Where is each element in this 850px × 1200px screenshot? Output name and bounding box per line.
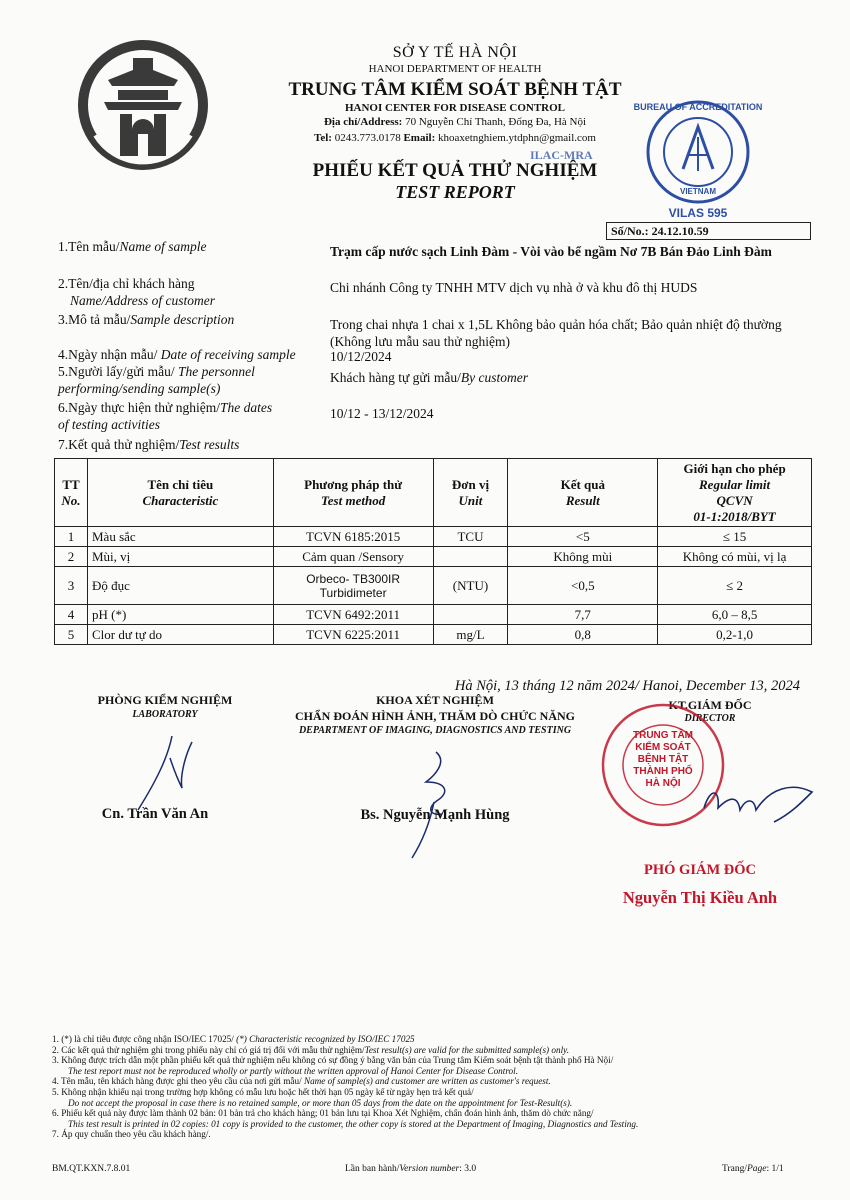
dept-title-vn2: CHẨN ĐOÁN HÌNH ẢNH, THĂM DÒ CHỨC NĂNG	[295, 709, 575, 723]
contact-line: Tel: 0243.773.0178 Email: khoaxetnghiem.ytdphn@gmail.com	[314, 132, 596, 144]
cell-method: TCVN 6225:2011	[273, 625, 433, 645]
note-item: 5. Không nhận khiếu nại trong trường hợp không có mẫu lưu hoặc hết thời hạn 05 ngày kể từ ngày hẹn trả kết quả/	[52, 1086, 474, 1097]
notes-section	[52, 1034, 812, 1140]
director-signature	[700, 778, 820, 828]
note-item: 6. Phiếu kết quả này được làm thành 02 bản: 01 bản trả cho khách hàng; 01 bản lưu tại Khoa Xét Nghiệm, chẩn đoán hình ảnh, thăm dò chức năng/	[52, 1108, 594, 1119]
results-table	[54, 458, 812, 645]
customer-value: Chi nhánh Công ty TNHH MTV dịch vụ nhà ở và khu đô thị HUDS	[330, 280, 698, 295]
note-item: 2. Các kết quả thử nghiệm ghi trong phiếu này chỉ có giá trị đối với mẫu thử nghiệm/Test result(s) are valid for the submitted sample(s) only.	[52, 1044, 569, 1055]
note-item: 1. (*) là chỉ tiêu được công nhận ISO/IEC 17025/ (*) Characteristic recognized by ISO/IEC 17025	[52, 1034, 415, 1044]
sample-name-label: 1.Tên mẫu/Name of sample	[58, 239, 207, 254]
testing-dates-label: 6.Ngày thực hiện thử nghiệm/The dates of testing activities	[58, 400, 273, 432]
table-row	[55, 567, 812, 605]
header-characteristic: Tên chỉ tiêu Characteristic	[87, 459, 273, 527]
cell-limit: ≤ 15	[658, 527, 812, 547]
vilas-number: VILAS 595	[668, 206, 728, 220]
note-item: 7. Áp quy chuẩn theo yêu cầu khách hàng/.	[52, 1129, 211, 1140]
temple-gate-icon	[78, 40, 208, 170]
note-item: Do not accept the proposal in case there is no retained sample, or more than 05 days from the date on the appointment for Test-Result(s).	[68, 1097, 573, 1108]
lab-title-vn: PHÒNG KIỂM NGHIỆM	[97, 693, 233, 707]
table-row	[55, 605, 812, 625]
cell-method: Orbeco- TB300IR Turbidimeter	[273, 567, 433, 605]
cell-no: 3	[55, 567, 88, 605]
dept-signature	[390, 742, 490, 862]
note-item: This test result is printed in 02 copies: 01 copy is provided to the customer, the other copy is stored at the Department of Imaging, Diagnostics and Testing.	[68, 1118, 639, 1129]
cell-unit	[433, 547, 508, 567]
seal-ring-text: BUREAU OF ACCREDITATION	[633, 102, 763, 112]
version-number: Lần ban hành/Version number: 3.0	[345, 1164, 477, 1174]
cell-result: <5	[508, 527, 658, 547]
director-position: PHÓ GIÁM ĐỐC	[644, 862, 756, 878]
cell-characteristic: pH (*)	[87, 605, 273, 625]
cell-no: 4	[55, 605, 88, 625]
director-title-en: DIRECTOR	[684, 713, 736, 724]
header-result: Kết quả Result	[508, 459, 658, 527]
dept-name-vn: SỞ Y TẾ HÀ NỘI	[392, 44, 518, 61]
receiving-date-value: 10/12/2024	[330, 349, 392, 364]
director-title-vn: KT.GIÁM ĐỐC	[668, 698, 752, 712]
note-item: The test report must not be reproduced wholly or partly without the written approval of Hanoi Center for Disease Control.	[68, 1065, 518, 1076]
cell-limit: Không có mùi, vị lạ	[658, 547, 812, 567]
note-item: 4. Tên mẫu, tên khách hàng được ghi theo yêu cầu của nơi gửi mẫu/ Name of sample(s) and customer are written as customer's request.	[52, 1076, 551, 1087]
header-method: Phương pháp thử Test method	[273, 459, 433, 527]
cell-unit: mg/L	[433, 625, 508, 645]
cell-method: TCVN 6492:2011	[273, 605, 433, 625]
cell-characteristic: Clor dư tự do	[87, 625, 273, 645]
table-row	[55, 625, 812, 645]
center-name-vn: TRUNG TÂM KIỂM SOÁT BỆNH TẬT	[288, 79, 622, 100]
cell-unit: (NTU)	[433, 567, 508, 605]
center-name-en: HANOI CENTER FOR DISEASE CONTROL	[344, 102, 566, 114]
description-value: Trong chai nhựa 1 chai x 1,5L Không bảo quản hóa chất; Bảo quản nhiệt độ thường (Không lưu mẫu sau thử nghiệm)	[330, 317, 782, 349]
cell-no: 1	[55, 527, 88, 547]
cell-characteristic: Mùi, vị	[87, 547, 273, 567]
signing-date-line: Hà Nội, 13 tháng 12 năm 2024/ Hanoi, December 13, 2024	[454, 678, 800, 694]
note-item: 3. Không được trích dẫn một phần phiếu kết quả thử nghiệm nếu không có sự đồng ý bằng văn bản của Trung tâm Kiểm soát bệnh tật thành phố Hà Nội/	[52, 1055, 614, 1066]
accreditation-seal-icon	[633, 97, 763, 222]
lab-signature	[110, 728, 220, 818]
header-limit: Giới hạn cho phép Regular limit QCVN 01-1:2018/BYT	[658, 459, 812, 527]
address-line: Địa chỉ/Address: 70 Nguyễn Chí Thanh, Đống Đa, Hà Nội	[323, 116, 587, 128]
testing-dates-value: 10/12 - 13/12/2024	[330, 406, 434, 421]
description-label: 3.Mô tả mẫu/Sample description	[58, 312, 235, 327]
lab-title-en: LABORATORY	[132, 709, 198, 720]
test-results-label: 7.Kết quả thử nghiệm/Test results	[58, 437, 240, 452]
seal-country: VIETNAM	[680, 187, 716, 196]
cell-unit: TCU	[433, 527, 508, 547]
cell-method: TCVN 6185:2015	[273, 527, 433, 547]
header-unit: Đơn vị Unit	[433, 459, 508, 527]
stamp-text: TRUNG TÂM KIỂM SOÁT BỆNH TẬT THÀNH PHỐ HÀ NỘI	[633, 730, 693, 789]
cell-limit: ≤ 2	[658, 567, 812, 605]
cell-no: 5	[55, 625, 88, 645]
cell-method: Cảm quan /Sensory	[273, 547, 433, 567]
cell-limit: 6,0 – 8,5	[658, 605, 812, 625]
cell-characteristic: Màu sắc	[87, 527, 273, 547]
lab-person-name: Cn. Trần Văn An	[101, 806, 209, 822]
cell-result: 7,7	[508, 605, 658, 625]
dept-title-vn1: KHOA XÉT NGHIỆM	[376, 693, 494, 707]
cell-no: 2	[55, 547, 88, 567]
cell-unit	[433, 605, 508, 625]
table-header-row	[55, 459, 812, 527]
director-name: Nguyễn Thị Kiều Anh	[622, 888, 778, 907]
personnel-label: 5.Người lấy/gửi mẫu/ The personnel performing/sending sample(s)	[58, 364, 255, 396]
dept-person-name: Bs. Nguyễn Mạnh Hùng	[360, 807, 510, 823]
hanoi-cdc-logo	[78, 40, 208, 170]
cell-result: <0,5	[508, 567, 658, 605]
report-title-vn: PHIẾU KẾT QUẢ THỬ NGHIỆM	[312, 160, 598, 181]
dept-name-en: HANOI DEPARTMENT OF HEALTH	[368, 63, 542, 75]
header-no: TT No.	[55, 459, 88, 527]
receiving-date-label: 4.Ngày nhận mẫu/ Date of receiving sample	[58, 347, 296, 362]
page-number: Trang/Page: 1/1	[722, 1164, 784, 1174]
report-number: Số/No.: 24.12.10.59	[606, 222, 811, 240]
cell-characteristic: Độ đục	[87, 567, 273, 605]
table-row	[55, 547, 812, 567]
sample-name-value: Trạm cấp nước sạch Linh Đàm - Vòi vào bể ngầm Nơ 7B Bán Đảo Linh Đàm	[330, 244, 772, 259]
cell-limit: 0,2-1,0	[658, 625, 812, 645]
ilac-mark: ILAC-MRA	[530, 148, 593, 162]
customer-label: 2.Tên/địa chỉ khách hàng Name/Address of customer	[58, 276, 215, 308]
dept-title-en: DEPARTMENT OF IMAGING, DIAGNOSTICS AND TESTING	[298, 725, 572, 736]
cell-result: Không mùi	[508, 547, 658, 567]
table-row	[55, 527, 812, 547]
accreditation-seal	[633, 97, 763, 222]
report-title-en: TEST REPORT	[395, 182, 515, 202]
personnel-value: Khách hàng tự gửi mẫu/By customer	[330, 370, 528, 385]
form-code: BM.QT.KXN.7.8.01	[52, 1164, 131, 1174]
cell-result: 0,8	[508, 625, 658, 645]
